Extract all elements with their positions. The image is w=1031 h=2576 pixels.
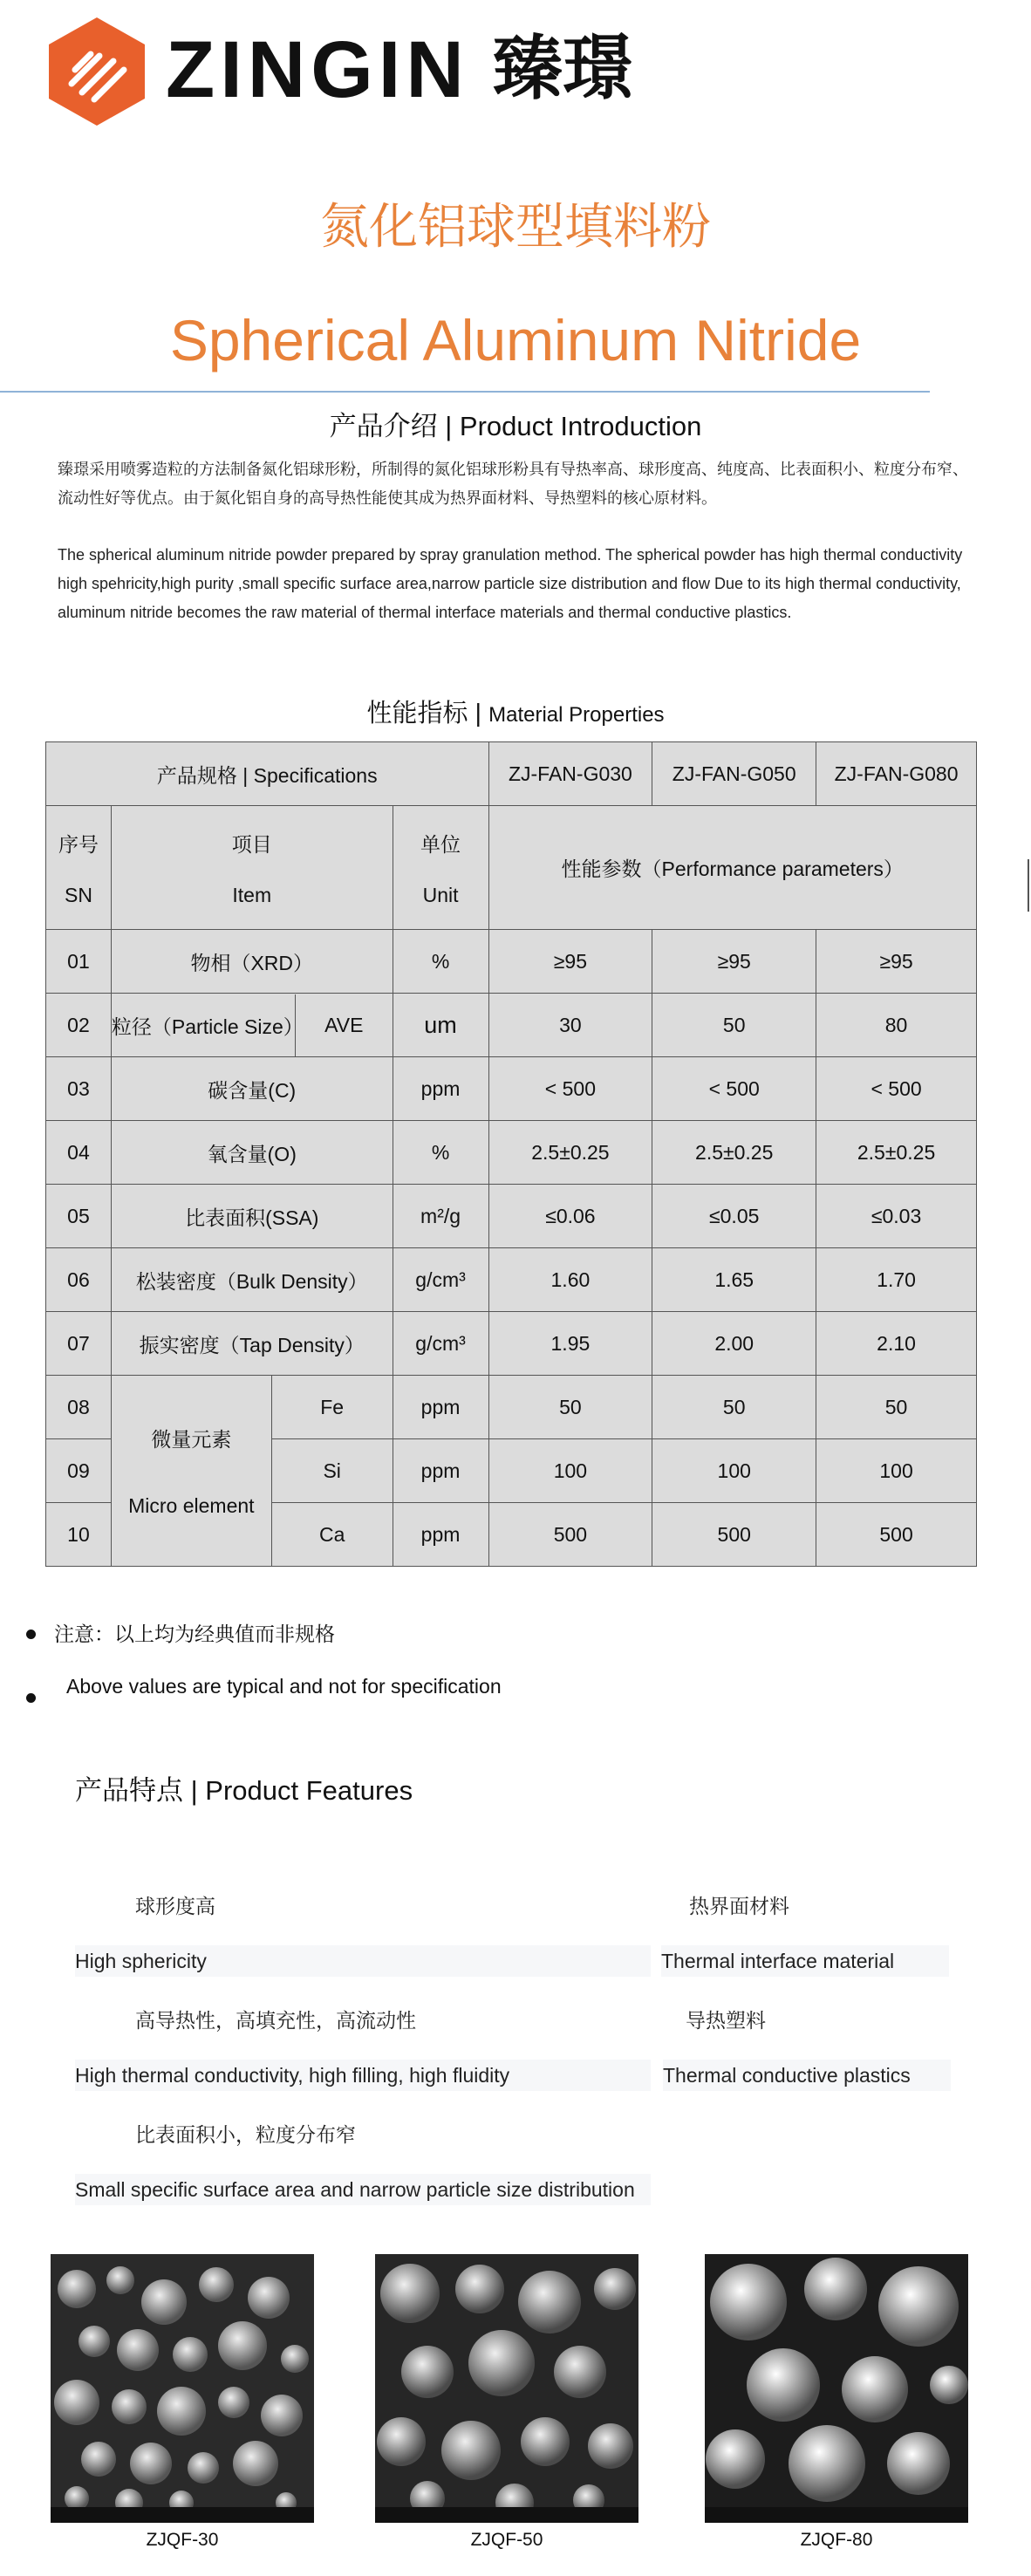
feature-en: Thermal interface material bbox=[661, 1945, 949, 1977]
row-value: 50 bbox=[816, 1376, 977, 1439]
table-header-row bbox=[46, 742, 977, 806]
heading-separator: | bbox=[445, 411, 460, 441]
row-unit: um bbox=[393, 994, 488, 1057]
row-value: 50 bbox=[488, 1376, 652, 1439]
row-value: 2.10 bbox=[816, 1312, 977, 1376]
row-value: 2.5±0.25 bbox=[652, 1121, 816, 1185]
row-unit: ppm bbox=[393, 1503, 488, 1567]
table-row bbox=[46, 1376, 977, 1439]
note-cn: 注意：以上均为经典值而非规格 bbox=[54, 1623, 335, 1645]
row-value: 2.5±0.25 bbox=[816, 1121, 977, 1185]
row-sn: 09 bbox=[46, 1439, 112, 1503]
note-en: Above values are typical and not for specification bbox=[66, 1675, 502, 1698]
image-caption: ZJQF-50 bbox=[470, 2530, 543, 2550]
row-item: 物相（XRD） bbox=[111, 930, 393, 994]
table-row bbox=[46, 930, 977, 994]
row-item bbox=[111, 994, 393, 1057]
image-caption: ZJQF-30 bbox=[146, 2530, 219, 2550]
feature-en: Thermal conductive plastics bbox=[663, 2060, 951, 2091]
row-value: 1.60 bbox=[488, 1248, 652, 1312]
row-value: 30 bbox=[488, 994, 652, 1057]
table-row bbox=[46, 1121, 977, 1185]
row-value: ≥95 bbox=[816, 930, 977, 994]
brand-name: ZINGIN bbox=[166, 25, 469, 114]
row-sn: 01 bbox=[46, 930, 112, 994]
heading-separator: | bbox=[190, 1775, 206, 1806]
row-value: 80 bbox=[816, 994, 977, 1057]
row-item: 松装密度（Bulk Density） bbox=[111, 1248, 393, 1312]
row-sn: 10 bbox=[46, 1503, 112, 1567]
sn-header-en: SN bbox=[64, 883, 92, 906]
row-value: ≥95 bbox=[488, 930, 652, 994]
bullet-icon bbox=[26, 1693, 36, 1703]
row-value: < 500 bbox=[816, 1057, 977, 1121]
row-unit: % bbox=[393, 930, 488, 994]
row-sn: 02 bbox=[46, 994, 112, 1057]
row-unit: ppm bbox=[393, 1439, 488, 1503]
unit-header-en: Unit bbox=[422, 883, 459, 906]
row-value: 500 bbox=[488, 1503, 652, 1567]
table-subheader-row bbox=[46, 806, 977, 930]
item-header-cn: 项目 bbox=[231, 832, 272, 856]
page-title-en: Spherical Aluminum Nitride bbox=[169, 308, 862, 372]
intro-heading-cn: 产品介绍 bbox=[329, 411, 438, 441]
model-header: ZJ-FAN-G080 bbox=[816, 742, 977, 806]
item-header bbox=[111, 806, 393, 930]
unit-header-cn: 单位 bbox=[420, 832, 461, 856]
row-sn: 08 bbox=[46, 1376, 112, 1439]
sem-image bbox=[375, 2254, 638, 2523]
row-sn: 04 bbox=[46, 1121, 112, 1185]
page-title-cn: 氮化铝球型填料粉 bbox=[320, 199, 711, 254]
table-row bbox=[46, 1248, 977, 1312]
model-header: ZJ-FAN-G030 bbox=[488, 742, 652, 806]
sem-image bbox=[705, 2254, 968, 2523]
row-unit: ppm bbox=[393, 1376, 488, 1439]
intro-text-en: The spherical aluminum nitride powder prepared by spray granulation method. The spherical powder has high thermal conductivity high spehricity,high purity ,small specific surface area,narrow particle size distribution and flow Due to its high thermal conductivity, aluminum nitride becomes the raw material of thermal interface materials and thermal conductive plastics. bbox=[58, 546, 963, 621]
row-value: 100 bbox=[488, 1439, 652, 1503]
row-item-sub: AVE bbox=[324, 1013, 364, 1036]
features-heading-en: Product Features bbox=[205, 1775, 413, 1806]
bullet-icon bbox=[26, 1630, 36, 1639]
properties-table bbox=[45, 741, 977, 1567]
spec-label: 产品规格 | Specifications bbox=[46, 742, 489, 806]
row-value: 500 bbox=[816, 1503, 977, 1567]
row-value: 2.5±0.25 bbox=[488, 1121, 652, 1185]
model-header: ZJ-FAN-G050 bbox=[652, 742, 816, 806]
row-sn: 07 bbox=[46, 1312, 112, 1376]
row-value: 100 bbox=[816, 1439, 977, 1503]
row-item-sub: Si bbox=[271, 1439, 393, 1503]
row-item: 碳含量(C) bbox=[111, 1057, 393, 1121]
row-value: ≤0.06 bbox=[488, 1185, 652, 1248]
sem-micrograph-icon bbox=[705, 2254, 968, 2523]
heading-separator: | bbox=[475, 700, 489, 728]
features-heading bbox=[75, 1771, 413, 1811]
row-item: 氧含量(O) bbox=[111, 1121, 393, 1185]
row-value: ≤0.03 bbox=[816, 1185, 977, 1248]
feature-cn: 热界面材料 bbox=[689, 1895, 789, 1917]
item-header-en: Item bbox=[232, 883, 272, 906]
perf-header: 性能参数（Performance parameters） bbox=[488, 806, 977, 930]
row-value: 50 bbox=[652, 994, 816, 1057]
intro-heading bbox=[0, 407, 1031, 447]
row-value: 100 bbox=[652, 1439, 816, 1503]
row-unit: m²/g bbox=[393, 1185, 488, 1248]
row-value: 2.00 bbox=[652, 1312, 816, 1376]
properties-heading bbox=[0, 694, 1031, 735]
row-value: < 500 bbox=[652, 1057, 816, 1121]
sem-image bbox=[51, 2254, 314, 2523]
feature-en: High thermal conductivity, high filling, high fluidity bbox=[75, 2060, 651, 2091]
feature-cn: 比表面积小，粒度分布窄 bbox=[135, 2123, 356, 2146]
row-item-label: 粒径（Particle Size） bbox=[112, 994, 296, 1056]
sn-header-cn: 序号 bbox=[58, 832, 99, 856]
properties-heading-cn: 性能指标 bbox=[366, 700, 468, 728]
sem-micrograph-icon bbox=[375, 2254, 638, 2523]
row-item-sub: Fe bbox=[271, 1376, 393, 1439]
sn-header bbox=[46, 806, 112, 930]
micro-element-cn: 微量元素 bbox=[151, 1428, 232, 1451]
table-row bbox=[46, 1312, 977, 1376]
row-item: 比表面积(SSA) bbox=[111, 1185, 393, 1248]
row-value: 1.70 bbox=[816, 1248, 977, 1312]
row-value: ≤0.05 bbox=[652, 1185, 816, 1248]
table-row bbox=[46, 994, 977, 1057]
row-value: 500 bbox=[652, 1503, 816, 1567]
features-heading-cn: 产品特点 bbox=[75, 1775, 183, 1806]
row-item: 振实密度（Tap Density） bbox=[111, 1312, 393, 1376]
row-value: < 500 bbox=[488, 1057, 652, 1121]
sem-micrograph-icon bbox=[51, 2254, 314, 2523]
row-sn: 05 bbox=[46, 1185, 112, 1248]
row-value: ≥95 bbox=[652, 930, 816, 994]
row-unit: % bbox=[393, 1121, 488, 1185]
brand-name-cn: 臻璟 bbox=[493, 30, 632, 107]
properties-heading-en: Material Properties bbox=[488, 703, 665, 727]
feature-cn: 高导热性，高填充性，高流动性 bbox=[135, 2009, 416, 2032]
row-item-sub: Ca bbox=[271, 1503, 393, 1567]
table-row bbox=[46, 1057, 977, 1121]
row-unit: g/cm³ bbox=[393, 1312, 488, 1376]
intro-text-cn: 臻璟采用喷雾造粒的方法制备氮化铝球形粉，所制得的氮化铝球形粉具有导热率高、球形度高、纯度高、比表面积小、粒度分布窄、流动性好等优点。由于氮化铝自身的高导热性能使其成为热界面材料、导热塑料的核心原材料。 bbox=[58, 461, 968, 507]
row-unit: g/cm³ bbox=[393, 1248, 488, 1312]
row-value: 50 bbox=[652, 1376, 816, 1439]
row-sn: 03 bbox=[46, 1057, 112, 1121]
feature-en: High sphericity bbox=[75, 1945, 651, 1977]
table-row bbox=[46, 1185, 977, 1248]
divider bbox=[0, 391, 930, 393]
edge-divider bbox=[1028, 859, 1029, 912]
image-caption: ZJQF-80 bbox=[800, 2530, 873, 2550]
micro-element-en: Micro element bbox=[128, 1494, 255, 1517]
feature-cn: 导热塑料 bbox=[686, 2009, 766, 2032]
feature-cn: 球形度高 bbox=[135, 1895, 215, 1917]
micro-element-label bbox=[111, 1376, 271, 1567]
row-value: 1.65 bbox=[652, 1248, 816, 1312]
row-sn: 06 bbox=[46, 1248, 112, 1312]
row-unit: ppm bbox=[393, 1057, 488, 1121]
feature-en: Small specific surface area and narrow particle size distribution bbox=[75, 2174, 651, 2205]
unit-header bbox=[393, 806, 488, 930]
brand-logo-icon bbox=[45, 16, 148, 127]
intro-heading-en: Product Introduction bbox=[459, 411, 702, 441]
row-value: 1.95 bbox=[488, 1312, 652, 1376]
